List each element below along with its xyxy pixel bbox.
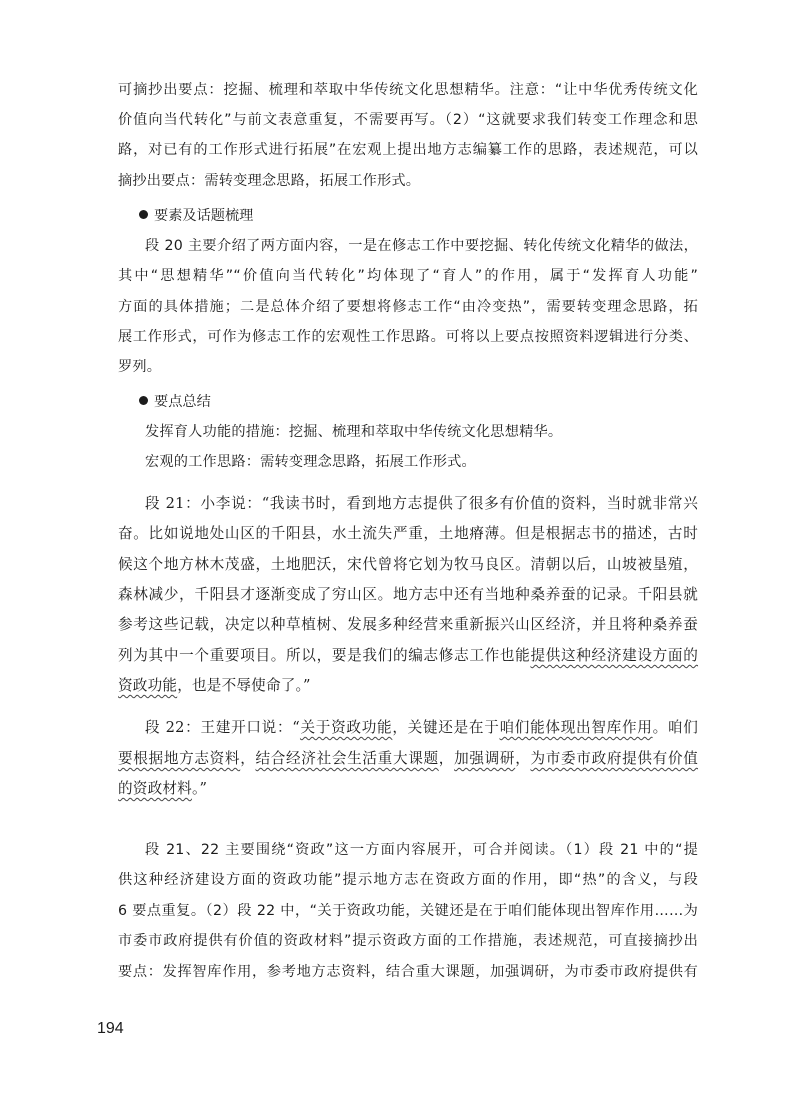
underlined-phrase: 为市委市政府提供有价值 — [530, 750, 699, 767]
text-line — [118, 749, 698, 769]
summary-line: 发挥育人功能的措施：挖掘、梳理和萃取中华传统文化思想精华。 — [145, 424, 563, 440]
text-segment: ， — [240, 750, 256, 767]
text-line: 市委市政府提供有价值的资政材料”提示资政方面的工作措施，表述规范，可直接摘抄出 — [118, 933, 698, 949]
text-line: 候这个地方林木茂盛，土地肥沃，宋代曾将它划为牧马良区。清朝以后，山坡被垦殖， — [118, 556, 698, 573]
text-line: 要点：发挥智库作用，参考地方志资料，结合重大课题，加强调研，为市委市政府提供有 — [118, 964, 698, 980]
bullet-icon — [139, 396, 148, 405]
text-segment: 段 22：王建开口说：“ — [145, 719, 300, 736]
text-line: 森林减少，千阳县才逐渐变成了穷山区。地方志中还有当地种桑养蚕的记录。千阳县就 — [118, 586, 698, 603]
underlined-phrase: 资政功能 — [118, 677, 178, 694]
text-line: 段 21、22 主要围绕“资政”这一方面内容展开，可合并阅读。（1）段 21 中的“提 — [145, 842, 698, 858]
text-segment: ，关键还是在于 — [392, 719, 500, 736]
text-line: 路，对已有的工作形式进行拓展”在宏观上提出地方志编纂工作的思路，表述规范，可以 — [118, 142, 698, 158]
text-segment: 。” — [191, 780, 208, 797]
underlined-phrase: 关于资政功能 — [299, 719, 393, 736]
text-line: 6 要点重复。（2）段 22 中，“关于资政功能，关键还是在于咱们能体现出智库作用……为 — [118, 903, 698, 919]
text-segment: ， — [438, 750, 455, 767]
text-line: 摘抄出要点：需转变理念思路，拓展工作形式。 — [118, 173, 421, 189]
heading-text: 要点总结 — [154, 394, 211, 410]
underlined-phrase: 加强调研 — [454, 750, 516, 767]
text-segment: ， — [515, 750, 531, 767]
underlined-phrase: 要根据地方志资料 — [118, 750, 241, 767]
text-line: 其中“思想精华”“价值向当代转化”均体现了“育人”的作用，属于“发挥育人功能” — [118, 268, 698, 284]
underlined-phrase: 的资政材料 — [118, 780, 192, 797]
underlined-phrase: 结合经济社会生活重大课题 — [255, 750, 439, 767]
text-line: 价值向当代转化”与前文表意重复，不需要再写。（2）“这就要求我们转变工作理念和思 — [118, 112, 698, 128]
heading-text: 要素及话题梳理 — [154, 208, 254, 224]
page-number: 194 — [97, 1020, 124, 1037]
text-segment: ，也是不辱使命了。” — [177, 677, 311, 694]
text-line: 段 20 主要介绍了两方面内容，一是在修志工作中要挖掘、转化传统文化精华的做法， — [145, 238, 698, 254]
text-line: 参考这些记载，决定以种草植树、发展多种经营来重新振兴山区经济，并且将种桑养蚕 — [118, 616, 698, 633]
text-line: 段 21：小李说：“我读书时，看到地方志提供了很多有价值的资料，当时就非常兴 — [145, 495, 698, 512]
text-segment: 。咱们 — [652, 719, 698, 736]
text-line — [118, 779, 207, 799]
summary-line: 宏观的工作思路：需转变理念思路，拓展工作形式。 — [145, 454, 476, 470]
text-line: 展工作形式，可作为修志工作的宏观性工作思路。可将以上要点按照资料逻辑进行分类、 — [118, 329, 698, 345]
bullet-icon — [139, 210, 148, 219]
text-line: 奋。比如说地处山区的千阳县，水土流失严重，土地瘠薄。但是根据志书的描述，古时 — [118, 525, 698, 542]
text-line — [145, 718, 698, 738]
text-line: 供这种经济建设方面的资政功能”提示地方志在资政方面的作用，即“热”的含义，与段 — [118, 872, 698, 888]
text-segment: 列为其中一个重要项目。所以，要是我们的编志修志工作也能 — [118, 647, 531, 664]
text-line: 罗列。 — [118, 359, 162, 375]
text-line — [118, 646, 698, 666]
underlined-phrase: 提供这种经济建设方面的 — [530, 647, 699, 664]
text-line: 可摘抄出要点：挖掘、梳理和萃取中华传统文化思想精华。注意：“让中华优秀传统文化 — [118, 82, 698, 98]
text-line: 方面的具体措施；二是总体介绍了要想将修志工作“由冷变热”，需要转变理念思路，拓 — [118, 299, 698, 315]
text-line — [118, 676, 311, 696]
underlined-phrase: 咱们能体现出智库作用 — [499, 719, 653, 736]
section-heading-summary — [139, 392, 211, 412]
section-heading-elements — [139, 206, 253, 226]
